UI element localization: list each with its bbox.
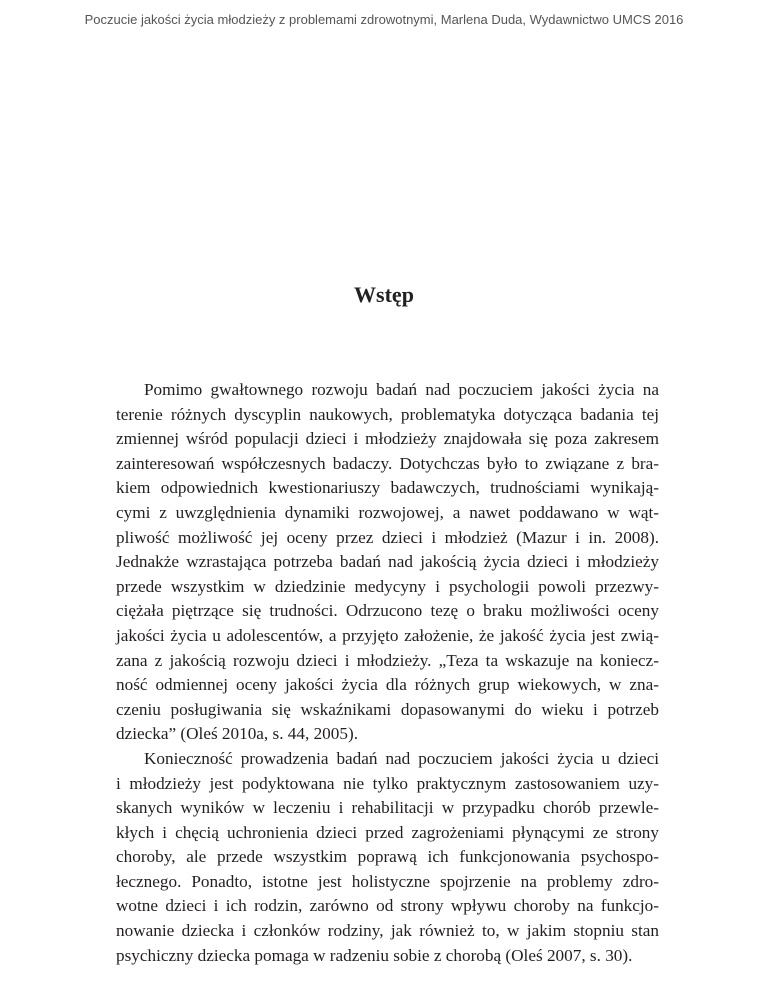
text-line: i młodzieży jest podyktowana nie tylko praktycznym zastosowaniem uzy- (116, 773, 659, 793)
text-line: Jednakże wzrastająca potrzeba badań nad jakością życia dzieci i młodzieży (116, 552, 659, 572)
text-line: wotne dzieci i ich rodzin, zarówno od strony wpływu choroby na funkcjo- (116, 896, 659, 916)
page-title: Wstęp (354, 282, 414, 307)
text-line: skanych wyników w leczeniu i rehabilitacji w przypadku chorób przewle- (116, 798, 659, 818)
text-line: Pomimo gwałtownego rozwoju badań nad poczuciem jakości życia na (144, 380, 659, 399)
text-line: jakości życia u adolescentów, a przyjęto założenie, że jakość życia jest zwią- (116, 625, 659, 645)
text-line: Konieczność prowadzenia badań nad poczuciem jakości życia u dzieci (144, 748, 659, 768)
text-line: psychiczny dziecka pomaga w radzeniu sobie z chorobą (Oleś 2007, s. 30). (116, 945, 633, 965)
text-line: nowanie dziecka i członków rodziny, jak również to, w jakim stopniu stan (116, 921, 659, 941)
text-line: cymi z uwzględnienia dynamiki rozwojowej, a nawet poddawano w wąt- (116, 502, 659, 522)
text-line: zainteresowań współczesnych badaczy. Dotychczas było to związane z bra- (116, 453, 659, 473)
text-line: kiem odpowiednich kwestionariuszy badawczych, trudnościami wynikają- (116, 478, 659, 498)
text-line: ność odmiennej oceny jakości życia dla różnych grup wiekowych, w zna- (116, 675, 659, 695)
text-line: ciężała piętrzące się trudności. Odrzucono tezę o braku możliwości oceny (116, 601, 659, 621)
text-line: czeniu posługiwania się wskaźnikami dopasowanymi do wieku i potrzeb (116, 699, 659, 719)
text-line: pliwość możliwość jej oceny przez dzieci i młodzież (Mazur i in. 2008). (116, 527, 659, 547)
text-line: terenie różnych dyscyplin naukowych, problematyka dotycząca badania tej (116, 404, 659, 424)
text-line: dziecka” (Oleś 2010a, s. 44, 2005). (116, 724, 358, 744)
text-line: zana z jakością rozwoju dzieci i młodzieży. „Teza ta wskazuje na koniecz- (116, 650, 659, 670)
paragraph-1 (116, 378, 659, 747)
text-line: łecznego. Ponadto, istotne jest holistyczne spojrzenie na problemy zdro- (116, 871, 659, 891)
paragraph-2 (116, 747, 659, 968)
text-line: choroby, ale przede wszystkim poprawą ich funkcjonowania psychospo- (116, 847, 659, 867)
text-line: zmiennej wśród populacji dzieci i młodzieży znajdowała się poza zakresem (116, 429, 659, 449)
body-text (116, 378, 659, 968)
text-line: przede wszystkim w dziedzinie medycyny i psychologii powoli przezwy- (116, 576, 659, 596)
text-line: kłych i chęcią uchronienia dzieci przed zagrożeniami płynącymi ze strony (116, 822, 659, 842)
running-header: Poczucie jakości życia młodzieży z problemami zdrowotnymi, Marlena Duda, Wydawnictwo UMCS 2016 (84, 12, 684, 27)
